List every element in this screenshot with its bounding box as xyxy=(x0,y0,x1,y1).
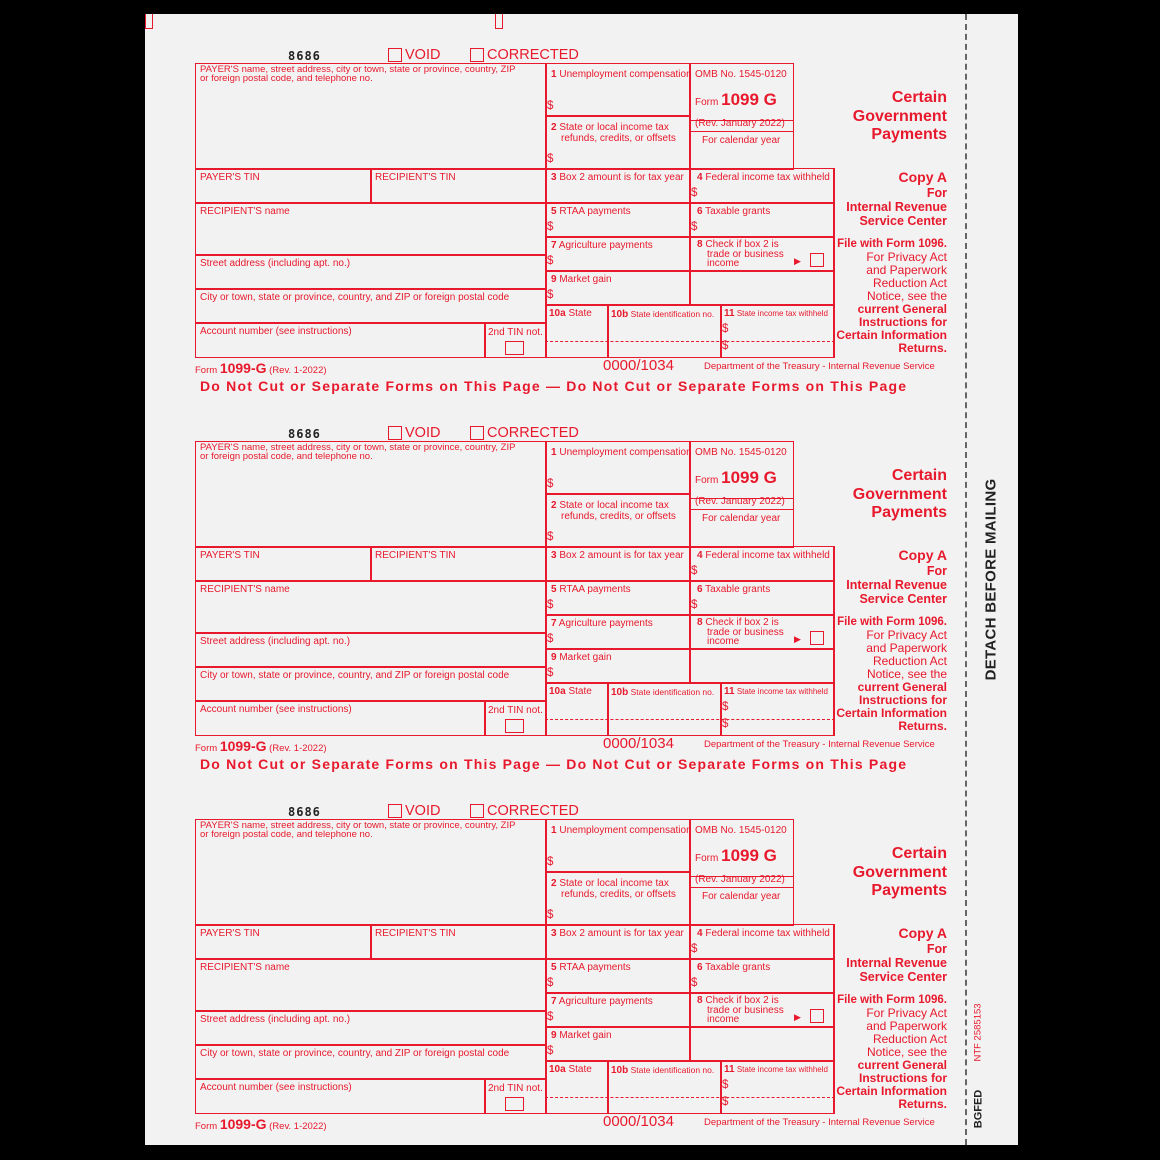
box-9-market-gain[interactable]: 9 Market gain $ xyxy=(545,270,691,306)
box-10b-state-id[interactable]: 10b State identification no. xyxy=(607,304,722,358)
box-1-unemployment-compensation[interactable]: 1 Unemployment compensation $ xyxy=(545,441,691,495)
box-10a-state[interactable]: 10a State xyxy=(545,1060,609,1114)
box-4-federal-tax-withheld[interactable]: 4 Federal income tax withheld $ xyxy=(689,924,835,960)
corrected-checkbox[interactable] xyxy=(470,425,579,441)
box-8-checkbox[interactable] xyxy=(810,1009,824,1023)
void-checkbox-box[interactable] xyxy=(388,426,402,440)
footer-form-id: Form 1099-G (Rev. 1-2022) xyxy=(195,1116,327,1132)
blank-box xyxy=(689,1026,835,1062)
void-checkbox[interactable] xyxy=(388,425,440,441)
void-checkbox[interactable] xyxy=(388,47,440,63)
recipient-tin-field[interactable]: RECIPIENT'S TIN xyxy=(370,168,547,204)
form-sheet xyxy=(145,14,1018,1145)
footer-code: 0000/1034 xyxy=(603,1113,674,1130)
box-10a-state[interactable]: 10a State xyxy=(545,304,609,358)
box-10b-state-id[interactable]: 10b State identification no. xyxy=(607,682,722,736)
omb-form-block: OMB No. 1545-0120 Form 1099 G xyxy=(689,819,794,877)
second-tin-notice: 2nd TIN not. xyxy=(484,700,547,736)
void-checkbox-box[interactable] xyxy=(388,48,402,62)
calendar-year-field[interactable]: For calendar year xyxy=(689,887,794,926)
city-state-zip-field[interactable]: City or town, state or province, country, and ZIP or foreign postal code xyxy=(195,1044,547,1080)
second-tin-checkbox[interactable] xyxy=(505,1097,524,1111)
detach-label: DETACH BEFORE MAILING xyxy=(982,478,1000,680)
ntf-code: NTF 2585153 xyxy=(972,1002,984,1062)
form-id-code: 8686 xyxy=(288,49,321,63)
box-2-state-local-refunds[interactable]: 2 State or local income tax refunds, credits, or offsets $ xyxy=(545,115,691,170)
box-6-taxable-grants[interactable]: 6 Taxable grants $ xyxy=(689,958,835,994)
second-tin-checkbox[interactable] xyxy=(505,719,524,733)
form-copy-2 xyxy=(145,392,1018,770)
payer-tin-field[interactable]: PAYER'S TIN xyxy=(195,924,372,960)
recipient-name-field[interactable]: RECIPIENT'S name xyxy=(195,202,547,256)
payer-info-field[interactable]: PAYER'S name, street address, city or town, state or province, country, ZIP or foreign postal code, and telephone no. xyxy=(195,819,547,926)
street-address-field[interactable]: Street address (including apt. no.) xyxy=(195,632,547,668)
footer-form-id: Form 1099-G (Rev. 1-2022) xyxy=(195,360,327,376)
rev-block: (Rev. January 2022) xyxy=(689,875,794,926)
footer-department: Department of the Treasury - Internal Revenue Service xyxy=(704,739,935,750)
corrected-checkbox[interactable] xyxy=(470,803,579,819)
state-row-divider xyxy=(545,1097,835,1098)
box-2-state-local-refunds[interactable]: 2 State or local income tax refunds, credits, or offsets $ xyxy=(545,493,691,548)
corrected-label: CORRECTED xyxy=(487,425,579,441)
calendar-year-field[interactable]: For calendar year xyxy=(689,509,794,548)
void-label: VOID xyxy=(405,425,441,441)
corrected-label: CORRECTED xyxy=(487,803,579,819)
box-4-federal-tax-withheld[interactable]: 4 Federal income tax withheld $ xyxy=(689,546,835,582)
form-title: Certain Government Payments xyxy=(852,89,947,143)
second-tin-checkbox[interactable] xyxy=(505,341,524,355)
blank-box xyxy=(689,648,835,684)
arrow-right-icon: ▶ xyxy=(794,634,801,644)
payer-tin-field[interactable]: PAYER'S TIN xyxy=(195,546,372,582)
box-8-trade-business: 8 Check if box 2 is trade or business income ▶ xyxy=(689,236,835,272)
bgfed-code: BGFED xyxy=(972,1089,984,1129)
box-6-taxable-grants[interactable]: 6 Taxable grants $ xyxy=(689,202,835,238)
footer-code: 0000/1034 xyxy=(603,357,674,374)
box-7-agriculture-payments[interactable]: 7 Agriculture payments $ xyxy=(545,992,691,1028)
box-11-state-tax-withheld[interactable]: 11 State income tax withheld $ $ xyxy=(720,304,835,358)
do-not-cut-warning: Do Not Cut or Separate Forms on This Page — Do Not Cut or Separate Forms on This Page xyxy=(200,756,908,772)
payer-info-field[interactable]: PAYER'S name, street address, city or town, state or province, country, ZIP or foreign postal code, and telephone no. xyxy=(195,63,547,170)
corrected-label: CORRECTED xyxy=(487,47,579,63)
account-number-field[interactable]: Account number (see instructions) xyxy=(195,1078,486,1114)
copy-a-panel: Copy A For Internal Revenue Service Center File with Form 1096. For Privacy Act and Paperwork Reduction Act Notice, see the current General Instructions for Certain Information Returns. xyxy=(836,169,947,355)
box-2-state-local-refunds[interactable]: 2 State or local income tax refunds, credits, or offsets $ xyxy=(545,871,691,926)
box-7-agriculture-payments[interactable]: 7 Agriculture payments $ xyxy=(545,236,691,272)
recipient-tin-field[interactable]: RECIPIENT'S TIN xyxy=(370,924,547,960)
box-4-federal-tax-withheld[interactable]: 4 Federal income tax withheld $ xyxy=(689,168,835,204)
form-id-code: 8686 xyxy=(288,427,321,441)
box-5-rtaa-payments[interactable]: 5 RTAA payments $ xyxy=(545,580,691,616)
omb-form-block: OMB No. 1545-0120 Form 1099 G xyxy=(689,441,794,499)
corrected-checkbox-box[interactable] xyxy=(470,804,484,818)
omb-form-block: OMB No. 1545-0120 Form 1099 G xyxy=(689,63,794,121)
footer-department: Department of the Treasury - Internal Revenue Service xyxy=(704,1117,935,1128)
box-10a-state[interactable]: 10a State xyxy=(545,682,609,736)
recipient-name-field[interactable]: RECIPIENT'S name xyxy=(195,958,547,1012)
box-1-unemployment-compensation[interactable]: 1 Unemployment compensation $ xyxy=(545,63,691,117)
city-state-zip-field[interactable]: City or town, state or province, country, and ZIP or foreign postal code xyxy=(195,666,547,702)
copy-a-panel: Copy A For Internal Revenue Service Center File with Form 1096. For Privacy Act and Paperwork Reduction Act Notice, see the current General Instructions for Certain Information Returns. xyxy=(836,925,947,1111)
box-6-taxable-grants[interactable]: 6 Taxable grants $ xyxy=(689,580,835,616)
footer-form-id: Form 1099-G (Rev. 1-2022) xyxy=(195,738,327,754)
calendar-year-field[interactable]: For calendar year xyxy=(689,131,794,170)
street-address-field[interactable]: Street address (including apt. no.) xyxy=(195,1010,547,1046)
corrected-checkbox-box[interactable] xyxy=(470,48,484,62)
payer-tin-field[interactable]: PAYER'S TIN xyxy=(195,168,372,204)
blank-box xyxy=(689,270,835,306)
payer-info-field[interactable]: PAYER'S name, street address, city or town, state or province, country, ZIP or foreign postal code, and telephone no. xyxy=(195,441,547,548)
void-label: VOID xyxy=(405,47,441,63)
city-state-zip-field[interactable]: City or town, state or province, country, and ZIP or foreign postal code xyxy=(195,288,547,324)
box-8-trade-business: 8 Check if box 2 is trade or business income ▶ xyxy=(689,614,835,650)
corrected-checkbox[interactable] xyxy=(470,47,579,63)
box-3-tax-year[interactable]: 3 Box 2 amount is for tax year xyxy=(545,168,691,204)
box-11-state-tax-withheld[interactable]: 11 State income tax withheld $ $ xyxy=(720,1060,835,1114)
void-checkbox-box[interactable] xyxy=(388,804,402,818)
recipient-tin-field[interactable]: RECIPIENT'S TIN xyxy=(370,546,547,582)
box-8-trade-business: 8 Check if box 2 is trade or business income ▶ xyxy=(689,992,835,1028)
box-9-market-gain[interactable]: 9 Market gain $ xyxy=(545,648,691,684)
state-row-divider xyxy=(545,341,835,342)
rev-block: (Rev. January 2022) xyxy=(689,497,794,548)
rev-block: (Rev. January 2022) xyxy=(689,119,794,170)
box-1-unemployment-compensation[interactable]: 1 Unemployment compensation $ xyxy=(545,819,691,873)
box-3-tax-year[interactable]: 3 Box 2 amount is for tax year xyxy=(545,924,691,960)
footer-code: 0000/1034 xyxy=(603,735,674,752)
form-title: Certain Government Payments xyxy=(852,467,947,521)
form-copy-1 xyxy=(145,14,1018,392)
box-7-agriculture-payments[interactable]: 7 Agriculture payments $ xyxy=(545,614,691,650)
footer-department: Department of the Treasury - Internal Revenue Service xyxy=(704,361,935,372)
copy-a-panel: Copy A For Internal Revenue Service Center File with Form 1096. For Privacy Act and Paperwork Reduction Act Notice, see the current General Instructions for Certain Information Returns. xyxy=(836,547,947,733)
recipient-name-field[interactable]: RECIPIENT'S name xyxy=(195,580,547,634)
box-10b-state-id[interactable]: 10b State identification no. xyxy=(607,1060,722,1114)
arrow-right-icon: ▶ xyxy=(794,1012,801,1022)
box-8-checkbox[interactable] xyxy=(810,631,824,645)
void-checkbox[interactable] xyxy=(388,803,440,819)
box-3-tax-year[interactable]: 3 Box 2 amount is for tax year xyxy=(545,546,691,582)
second-tin-notice: 2nd TIN not. xyxy=(484,322,547,358)
account-number-field[interactable]: Account number (see instructions) xyxy=(195,700,486,736)
form-copy-3 xyxy=(145,770,1018,1148)
account-number-field[interactable]: Account number (see instructions) xyxy=(195,322,486,358)
box-8-checkbox[interactable] xyxy=(810,253,824,267)
box-5-rtaa-payments[interactable]: 5 RTAA payments $ xyxy=(545,202,691,238)
form-title: Certain Government Payments xyxy=(852,845,947,899)
corrected-checkbox-box[interactable] xyxy=(470,426,484,440)
street-address-field[interactable]: Street address (including apt. no.) xyxy=(195,254,547,290)
box-11-state-tax-withheld[interactable]: 11 State income tax withheld $ $ xyxy=(720,682,835,736)
arrow-right-icon: ▶ xyxy=(794,256,801,266)
form-id-code: 8686 xyxy=(288,805,321,819)
second-tin-notice: 2nd TIN not. xyxy=(484,1078,547,1114)
do-not-cut-warning: Do Not Cut or Separate Forms on This Page — Do Not Cut or Separate Forms on This Page xyxy=(200,378,908,394)
box-9-market-gain[interactable]: 9 Market gain $ xyxy=(545,1026,691,1062)
void-label: VOID xyxy=(405,803,441,819)
state-row-divider xyxy=(545,719,835,720)
box-5-rtaa-payments[interactable]: 5 RTAA payments $ xyxy=(545,958,691,994)
